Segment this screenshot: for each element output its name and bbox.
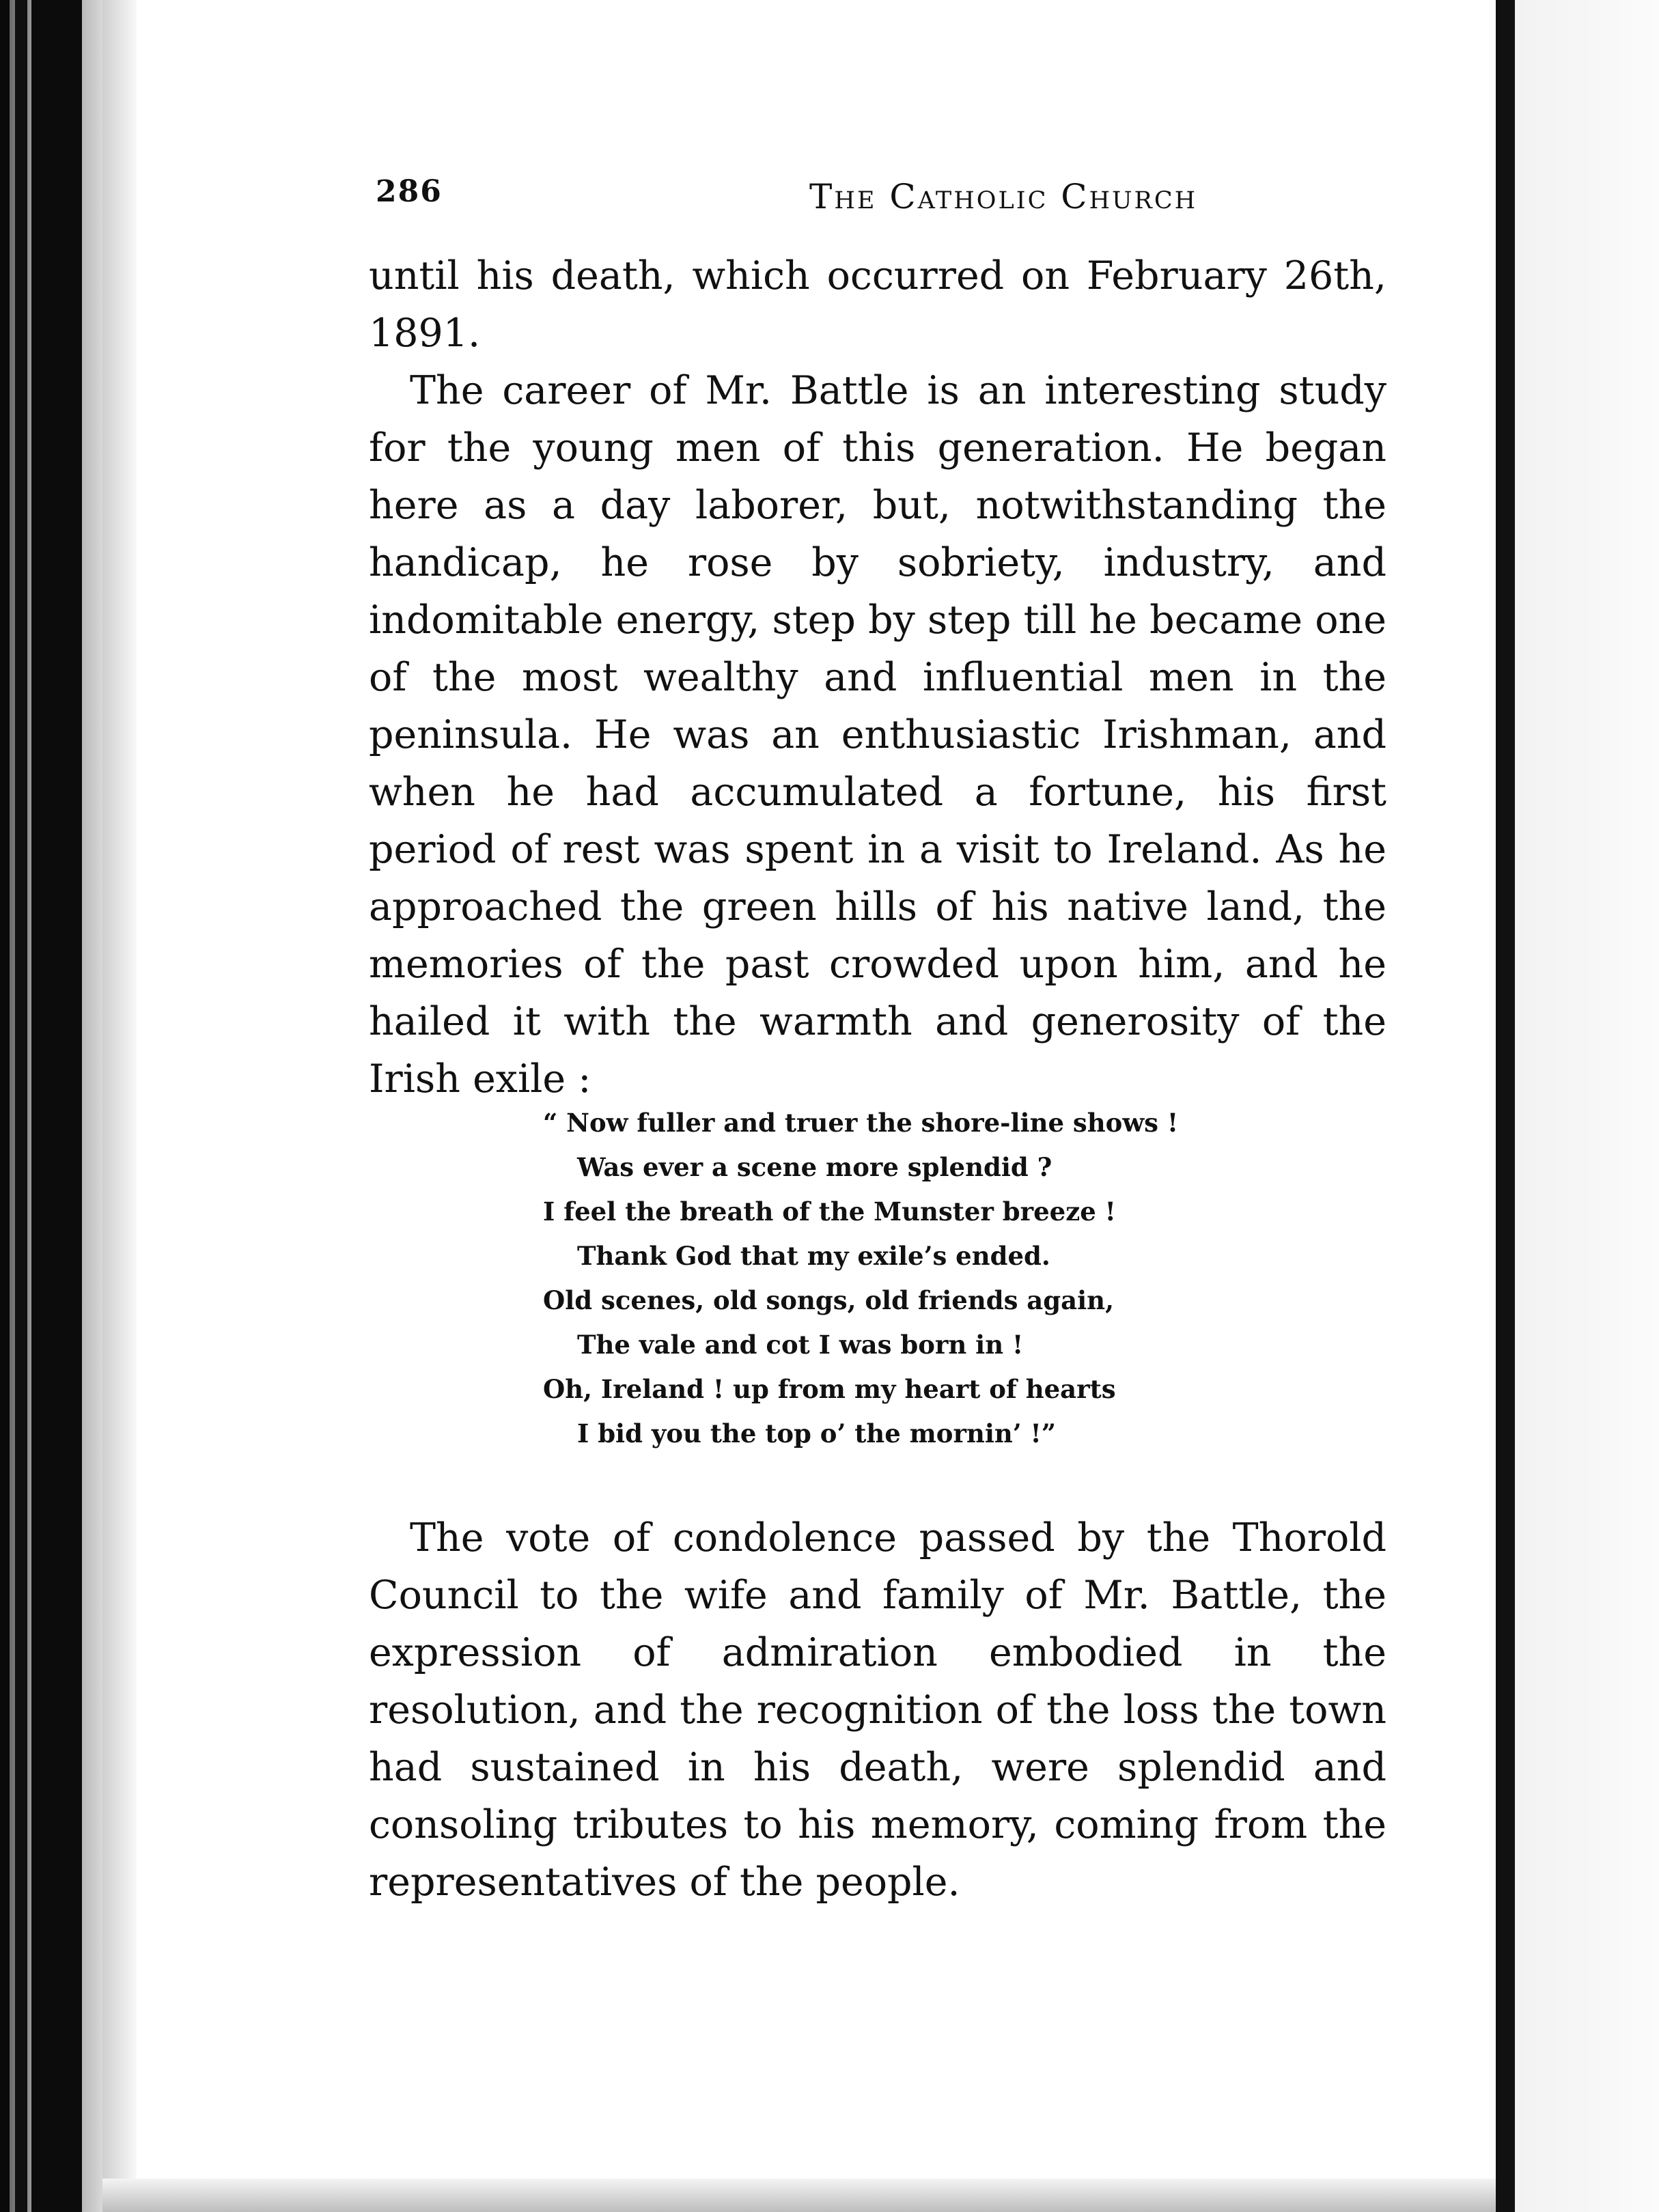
running-title: The Catholic Church (809, 177, 1198, 216)
poem-line: “ Now fuller and truer the shore-line shows ! (543, 1108, 1179, 1138)
paragraph-continuation: until his death, which occurred on February 26th, 1891. (369, 253, 1386, 356)
poem-line: I bid you the top o’ the mornin’ !” (577, 1418, 1057, 1448)
page-bottom-shadow (102, 2179, 1496, 2212)
paragraph-condolence: The vote of condolence passed by the Thorold Council to the wife and family of Mr. Battle, the expression of admiration embodied in the resolution, and the recognition of the loss the town had sustained in his death, were splendid and consoling tributes to his memory, coming from the representatives of the people. (369, 1515, 1386, 1905)
poem-line: Was ever a scene more splendid ? (577, 1152, 1052, 1182)
poem-line: Thank God that my exile’s ended. (577, 1241, 1050, 1271)
poem-line: Old scenes, old songs, old friends again, (543, 1285, 1114, 1315)
paragraph-career: The career of Mr. Battle is an interesting study for the young men of this generation. He began here as a day laborer, but, notwithstanding the handicap, he rose by sobriety, industry, and indomitable energy, step by step till he became one of the most wealthy and influential men in the peninsula. He was an enthusiastic Irishman, and when he had accumulated a fortune, his first period of rest was spent in a visit to Ireland. As he approached the green hills of his native land, the memories of the past crowded upon him, and he hailed it with the warmth and generosity of the Irish exile : (369, 368, 1386, 1102)
gutter-shadow (102, 0, 137, 2212)
page-right-border (1496, 0, 1515, 2212)
page-number: 286 (376, 174, 443, 209)
book-page (137, 0, 1496, 2179)
poem-line: Oh, Ireland ! up from my heart of hearts (543, 1374, 1116, 1404)
poem-quotation (543, 1101, 1199, 1456)
poem-line: The vale and cot I was born in ! (577, 1330, 1024, 1360)
adjacent-page-strip (1515, 0, 1659, 2212)
poem-line: I feel the breath of the Munster breeze ! (543, 1196, 1116, 1227)
